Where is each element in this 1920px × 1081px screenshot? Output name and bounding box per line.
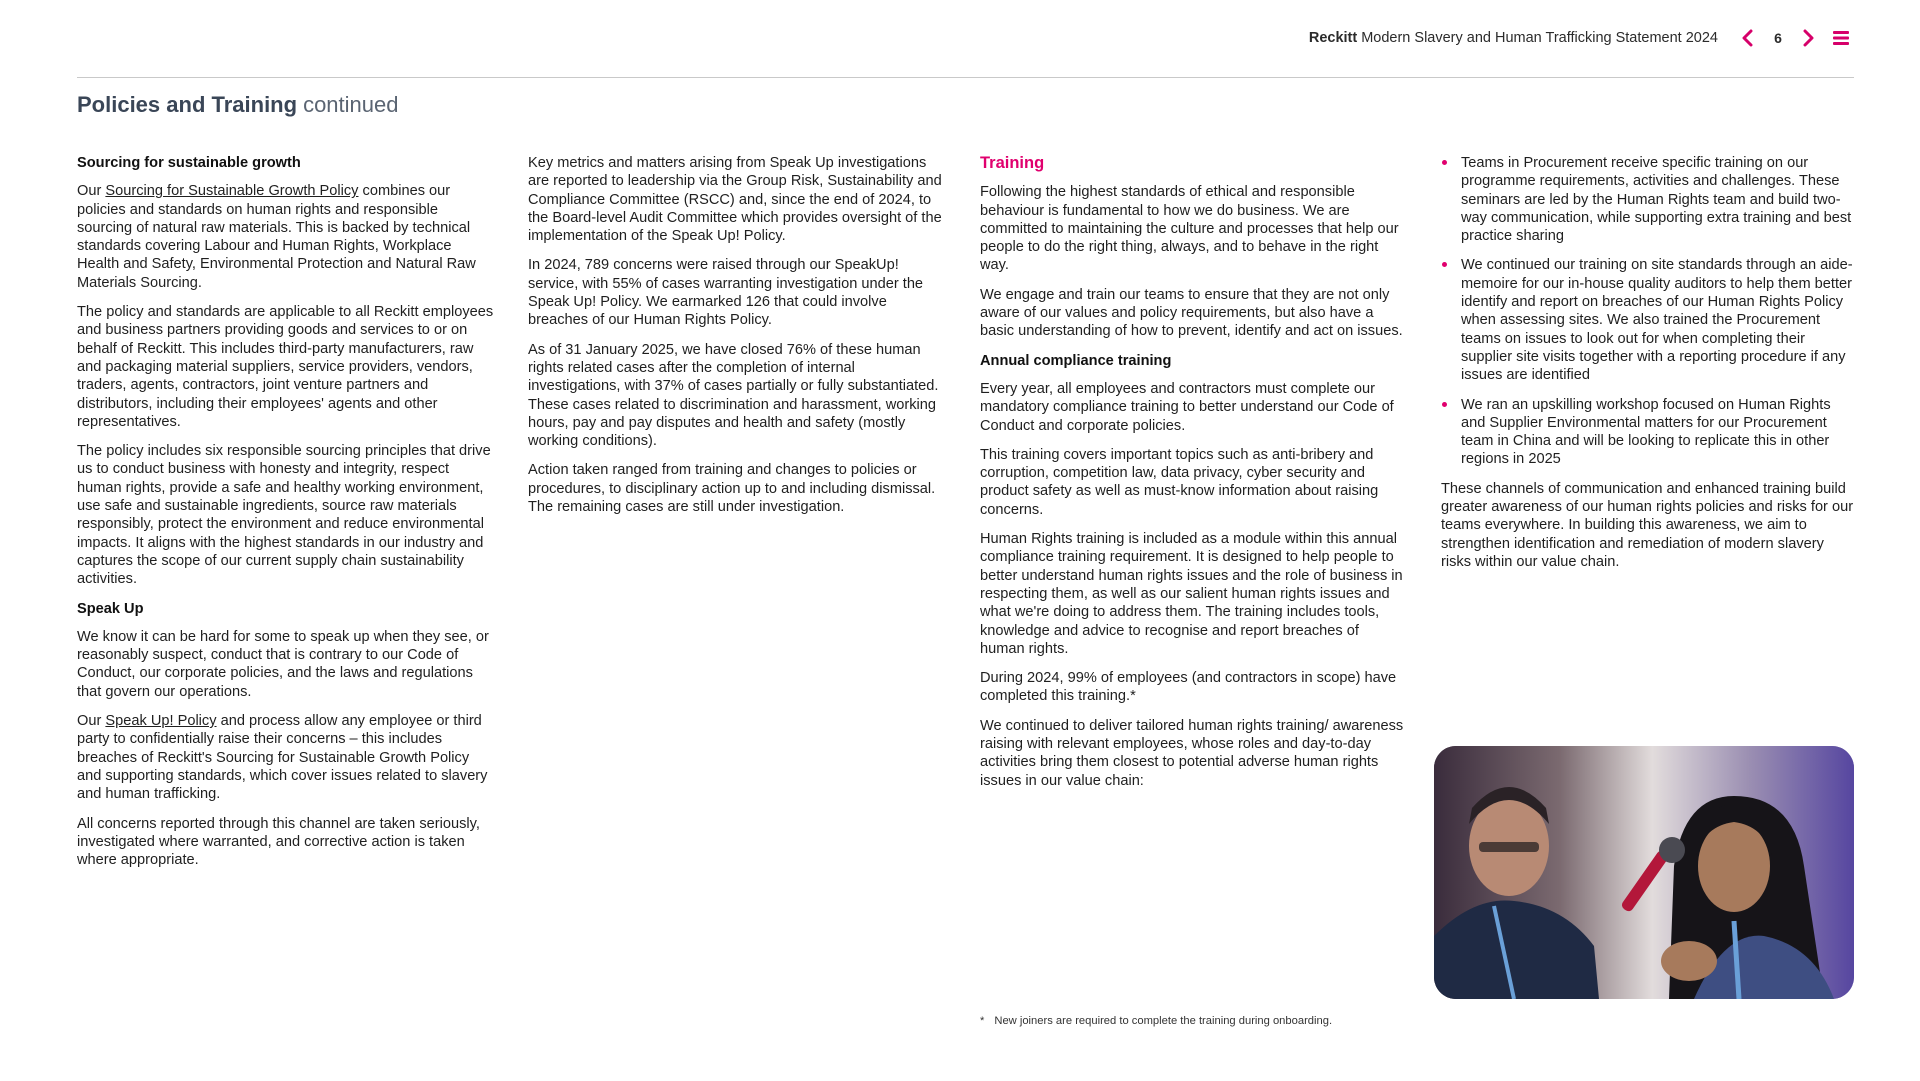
document-header [1309,24,1854,52]
page-number: 6 [1774,30,1782,46]
footnote [980,1015,1332,1027]
column-1 [77,154,495,880]
compliance-paragraph-5: We continued to deliver tailored human rights training/ awareness raising with relevant employees, whose roles and day-to-day activities bring them closest to potential adverse human rights issues in our value chain: [980,717,1404,789]
compliance-paragraph-1: Every year, all employees and contractors must complete our mandatory compliance training to better understand our Code of Conduct and corporate policies. [980,380,1394,434]
compliance-paragraph-3: Human Rights training is included as a module within this annual compliance training requirement. It is designed to help people to better understand human rights issues and the role of business in respecting them, as well as our salient human rights issues and what we're doing to address them. The training includes tools, knowledge and advice to recognise and report breaches of human rights. [980,531,1403,657]
column-2 [528,154,948,527]
page-title-bold: Policies and Training [77,92,298,117]
speakup-metrics-paragraph: Key metrics and matters arising from Speak Up investigations are reported to leadership via the Group Risk, Sustainability and Compliance Committee (RSCC) and, since the end of 2024, to the Board-level Audit Committee which provides oversight of the implementation of the Speak Up! Policy. [528,155,942,245]
concerns-raised-paragraph: In 2024, 789 concerns were raised through our SpeakUp! service, with 55% of cases warranting investigation under the Speak Up! Policy. We earmarked 126 that could involve breaches of our Human Rights Policy. [528,257,924,329]
text-fragment: combines our policies and standards on human rights and responsible sourcing of natural raw materials. This is backed by technical standards covering Labour and Human Rights, Workplace Health and Safety, Environmental Protection and Natural Raw Materials Sourcing. [77,183,476,291]
heading-annual-compliance-training: Annual compliance training [980,352,1172,369]
sourcing-paragraph-1 [77,182,495,292]
footnote-text: New joiners are required to complete the training during onboarding. [994,1015,1333,1027]
list-item: We ran an upskilling workshop focused on Human Rights and Supplier Environmental matters for our Procurement team in China and will be looking to replicate this in other regions in 2025 [1441,396,1856,469]
sourcing-policy-link[interactable]: Sourcing for Sustainable Growth Policy [105,183,359,200]
hamburger-menu-icon [1832,30,1850,46]
column-3 [980,154,1405,801]
compliance-paragraph-4: During 2024, 99% of employees (and contractors in scope) have completed this training.* [980,670,1397,705]
cases-closed-paragraph: As of 31 January 2025, we have closed 76% of these human rights related cases after the completion of internal investigations, with 37% of cases partially or fully substantiated. These cases related to discrimination and harassment, working hours, pay and pay disputes and health and safety (mostly working conditions). [528,341,939,450]
previous-page-button[interactable] [1734,25,1760,51]
channels-paragraph: These channels of communication and enhanced training build greater awareness of our human rights policies and risks for our teams everywhere. In building this awareness, we aim to strengthen identification and remediation of modern slavery risks within our value chain. [1441,480,1854,570]
list-item: We continued our training on site standards through an aide-memoire for our in-house quality auditors to help them better identify and report on breaches of our Human Rights Policy when assessing sites. We also trained the Procurement teams on issues to look out for when completing their supplier site visits together with a reporting procedure if any issues are identified [1441,256,1856,384]
document-title: Modern Slavery and Human Trafficking Statement 2024 [1361,30,1718,46]
speakup-paragraph-1: We know it can be hard for some to speak up when they see, or reasonably suspect, conduct that is contrary to our Code of Conduct, our corporate policies, and the laws and regulations that govern our operations. [77,628,489,700]
heading-sourcing-for-sustainable-growth: Sourcing for sustainable growth [77,155,301,171]
action-taken-paragraph: Action taken ranged from training and changes to policies or procedures, to disciplinary action up to and including dismissal. The remaining cases are still under investigation. [528,462,936,516]
compliance-paragraph-2: This training covers important topics such as anti-bribery and corruption, competition law, data privacy, cyber security and product safety as well as must-know information about raising concerns. [980,446,1379,518]
photo-illustration [1434,746,1854,999]
text-fragment: Our [77,183,106,200]
menu-button[interactable] [1828,25,1854,51]
speakup-paragraph-2 [77,712,495,803]
text-fragment: Our [77,713,106,730]
chevron-right-icon [1803,29,1815,47]
page-title [77,92,398,118]
brand-name: Reckitt [1308,30,1358,46]
page-title-continued: continued [303,92,399,117]
training-paragraph-2: We engage and train our teams to ensure that they are not only aware of our values and policy requirements, but also have a basic understanding of how to prevent, identify and act on issues. [980,286,1403,340]
photo-speakers [1434,746,1854,999]
next-page-button[interactable] [1796,25,1822,51]
list-item: Teams in Procurement receive specific training on our programme requirements, activities and challenges. These seminars are led by the Human Rights team and build two-way communication, while supporting extra training and best practice sharing [1441,154,1856,245]
training-bullet-list [1441,154,1856,469]
footnote-mark: * [980,1015,985,1027]
heading-speak-up: Speak Up [77,600,144,617]
training-paragraph-1: Following the highest standards of ethical and responsible behaviour is fundamental to how we do business. We are committed to maintaining the culture and processes that help our people to do the right thing, always, and to behave in the right way. [980,184,1399,274]
chevron-left-icon [1741,29,1753,47]
column-4 [1441,154,1856,582]
speak-up-policy-link[interactable]: Speak Up! Policy [105,713,217,730]
speakup-paragraph-3: All concerns reported through this channel are taken seriously, investigated where warranted, and corrective action is taken where appropriate. [77,815,480,869]
sourcing-paragraph-3: The policy includes six responsible sourcing principles that drive us to conduct business with honesty and integrity, respect human rights, provide a safe and healthy working environment, use safe and sustainable ingredients, source raw materials responsibly, protect the environment and reduce environmental impacts. It aligns with the highest standards in our industry and captures the scope of our current supply chain sustainability activities. [77,443,491,588]
text-fragment: and process allow any employee or third party to confidentially raise their concerns – this includes breaches of Reckitt's Sourcing for Sustainable Growth Policy and supporting standards, which cover issues related to slavery and human trafficking. [77,713,488,803]
sourcing-paragraph-2: The policy and standards are applicable to all Reckitt employees and business partners providing goods and services to or on behalf of Reckitt. This includes third-party manufacturers, raw and packaging material suppliers, service providers, vendors, traders, agents, contractors, joint venture partners and distributors, including their employees' agents and other representatives. [77,304,494,430]
heading-training: Training [980,154,1045,172]
header-divider [77,77,1854,78]
